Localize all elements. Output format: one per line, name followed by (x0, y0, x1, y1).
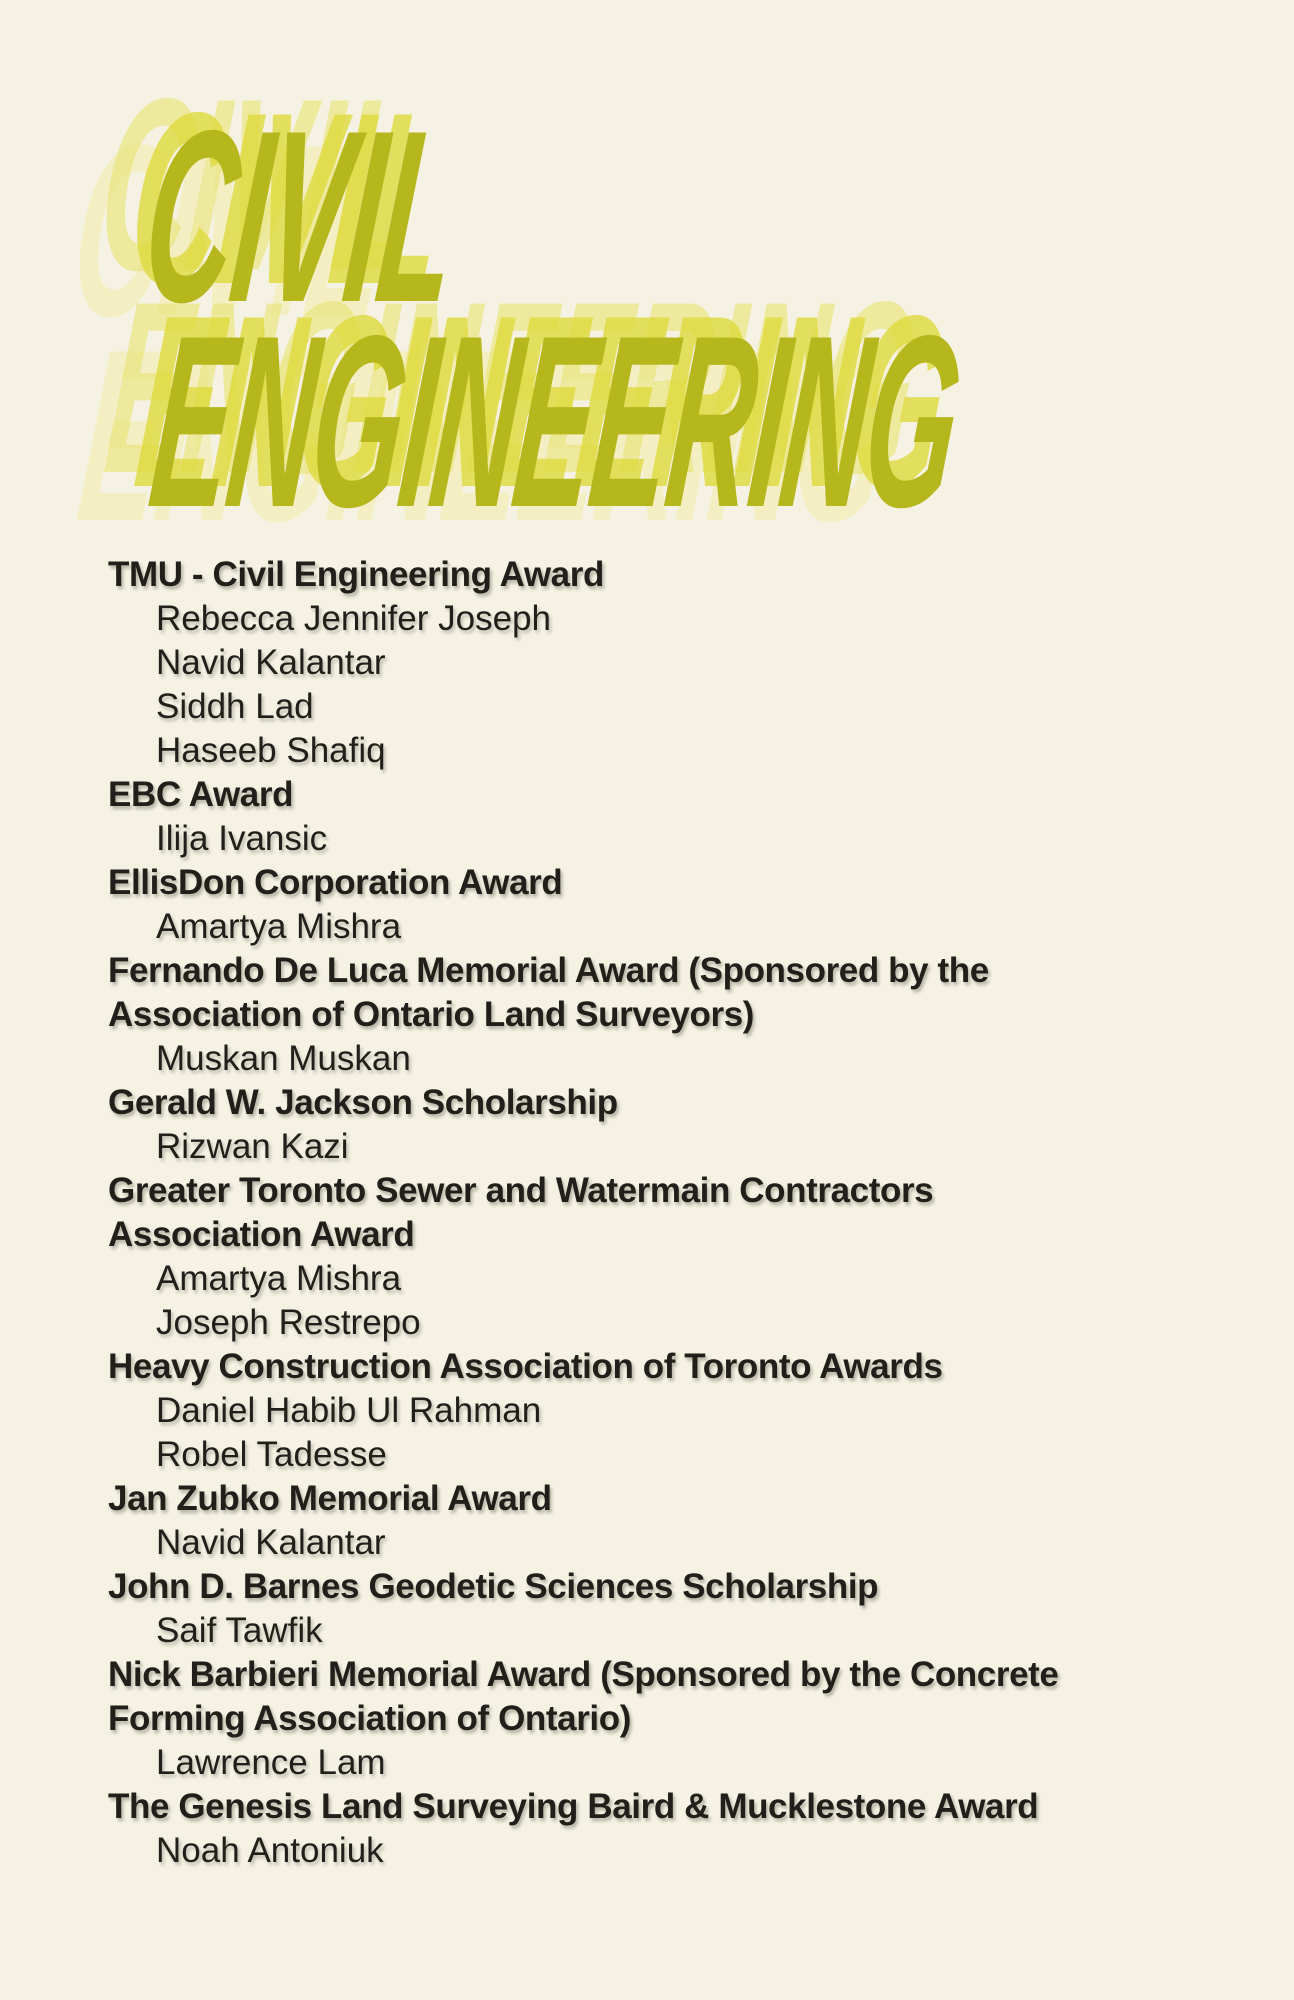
recipient-name: Joseph Restrepo (156, 1303, 421, 1342)
recipient-name: Navid Kalantar (156, 1523, 386, 1562)
award-title-line: Gerald W. Jackson Scholarship (108, 1083, 618, 1122)
recipient-name: Saif Tawfik (156, 1611, 323, 1650)
award-title-line: John D. Barnes Geodetic Sciences Scholarship (108, 1567, 879, 1606)
award-title-line: Association Award (108, 1215, 415, 1254)
recipient-name: Haseeb Shafiq (156, 731, 386, 770)
recipient-name: Lawrence Lam (156, 1743, 386, 1782)
recipient-name: Rebecca Jennifer Joseph (156, 599, 551, 638)
award-title-line: Heavy Construction Association of Toronto Awards (108, 1347, 943, 1386)
award-title-line: TMU - Civil Engineering Award (108, 555, 604, 594)
award-title-line: Forming Association of Ontario) (108, 1699, 631, 1738)
award-title-line: EBC Award (108, 775, 294, 814)
recipient-name: Amartya Mishra (156, 1259, 402, 1298)
award-title-line: Association of Ontario Land Surveyors) (108, 995, 755, 1034)
award-title-line: EllisDon Corporation Award (108, 863, 563, 902)
award-title-line: Jan Zubko Memorial Award (108, 1479, 552, 1518)
award-title-line: The Genesis Land Surveying Baird & Mucklestone Award (108, 1787, 1039, 1826)
recipient-name: Ilija Ivansic (156, 819, 328, 858)
recipient-name: Navid Kalantar (156, 643, 386, 682)
award-title-line: Fernando De Luca Memorial Award (Sponsored by the (108, 951, 989, 990)
recipient-name: Muskan Muskan (156, 1039, 411, 1078)
award-list (108, 553, 1258, 1873)
award-title-line: Nick Barbieri Memorial Award (Sponsored by the Concrete (108, 1655, 1059, 1694)
title-line-engineering: ENGINEERING (140, 284, 972, 558)
title-line-civil: CIVIL (133, 79, 470, 353)
recipient-name: Siddh Lad (156, 687, 314, 726)
recipient-name: Daniel Habib Ul Rahman (156, 1391, 542, 1430)
recipient-name: Rizwan Kazi (156, 1127, 349, 1166)
recipient-name: Noah Antoniuk (156, 1831, 384, 1870)
award-title-line: Greater Toronto Sewer and Watermain Contractors (108, 1171, 934, 1210)
recipient-name: Robel Tadesse (156, 1435, 387, 1474)
recipient-name: Amartya Mishra (156, 907, 402, 946)
